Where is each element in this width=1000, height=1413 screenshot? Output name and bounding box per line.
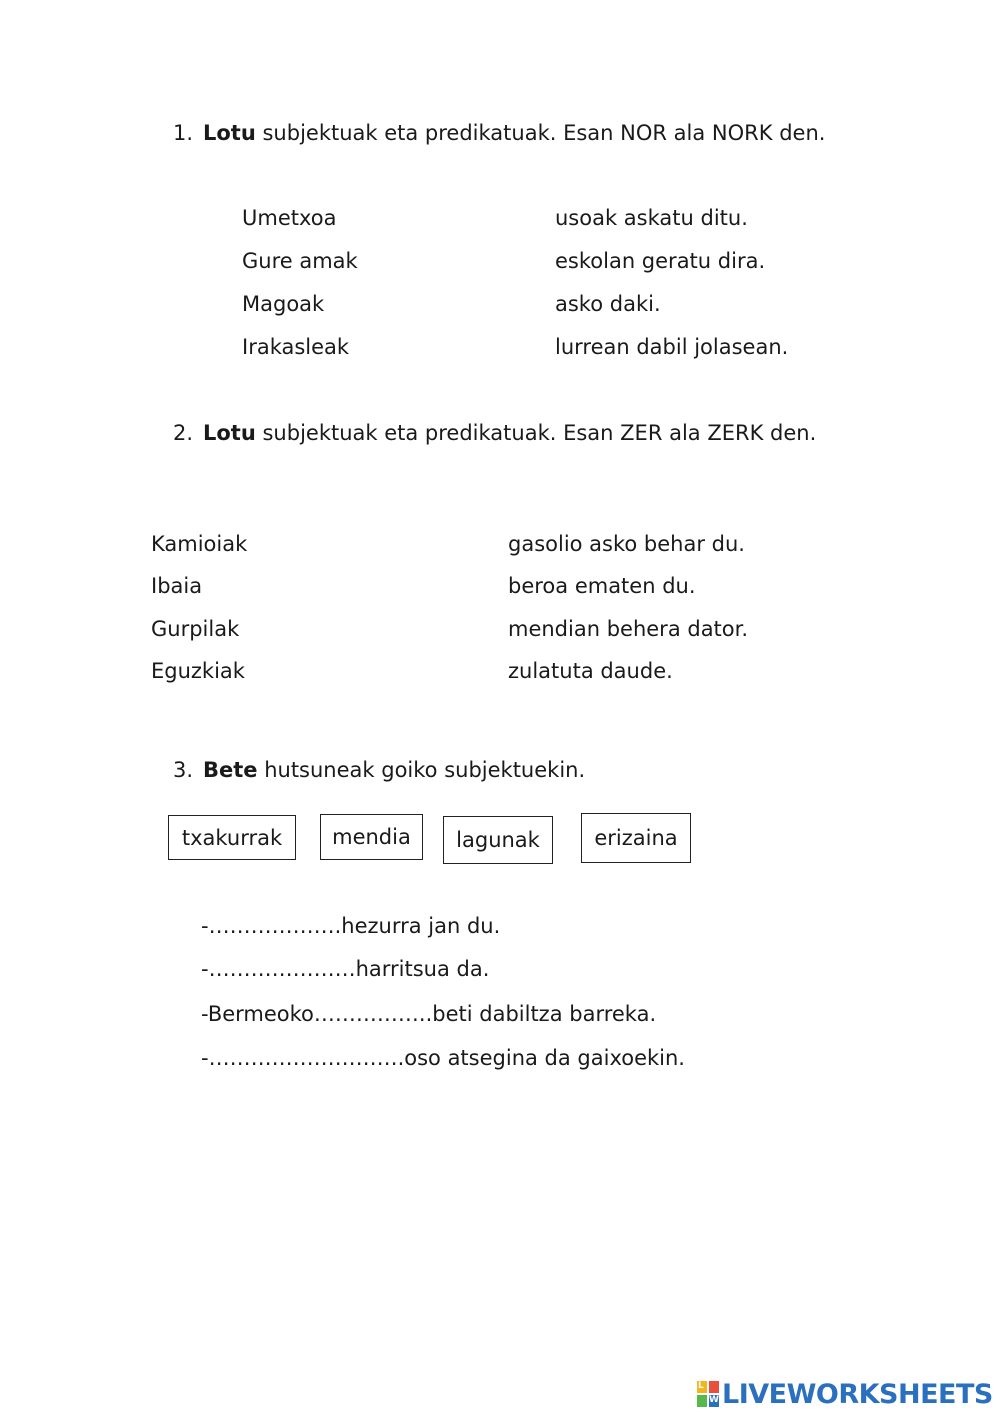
exercise-2-verb: Lotu — [203, 421, 256, 445]
ex3-sentence-4[interactable]: -……………………….oso atsegina da gaixoekin. — [201, 1046, 685, 1070]
ex1-predicate-4[interactable]: lurrean dabil jolasean. — [555, 335, 789, 359]
exercise-1-text: subjektuak eta predikatuak. Esan NOR ala NORK den. — [255, 121, 826, 145]
exercise-3-instruction — [173, 760, 585, 781]
ex1-subject-1[interactable]: Umetxoa — [242, 206, 337, 230]
ex2-predicate-4[interactable]: zulatuta daude. — [508, 659, 673, 683]
exercise-2-text: subjektuak eta predikatuak. Esan ZER ala ZERK den. — [255, 421, 817, 445]
liveworksheets-logo[interactable] — [697, 1378, 993, 1410]
ex1-subject-4[interactable]: Irakasleak — [242, 335, 350, 359]
liveworksheets-logo-text: LIVEWORKSHEETS — [722, 1378, 993, 1410]
ex3-sentence-3[interactable]: -Bermeoko……………..beti dabiltza barreka. — [201, 1002, 657, 1026]
exercise-3-text: hutsuneak goiko subjektuekin. — [257, 758, 586, 782]
ex1-subject-3[interactable]: Magoak — [242, 292, 325, 316]
word-bank-mendia[interactable]: mendia — [320, 814, 423, 860]
exercise-2-instruction — [173, 423, 816, 444]
ex2-predicate-3[interactable]: mendian behera dator. — [508, 617, 749, 641]
ex1-predicate-2[interactable]: eskolan geratu dira. — [555, 249, 766, 273]
exercise-1-instruction — [173, 123, 825, 144]
ex1-predicate-3[interactable]: asko daki. — [555, 292, 661, 316]
exercise-1-verb: Lotu — [203, 121, 256, 145]
liveworksheets-logo-icon — [697, 1381, 719, 1407]
logo-mark-letter-w: W — [709, 1395, 719, 1405]
exercise-3-verb: Bete — [203, 758, 258, 782]
word-bank-erizaina[interactable]: erizaina — [581, 813, 691, 863]
ex1-predicate-1[interactable]: usoak askatu ditu. — [555, 206, 748, 230]
ex1-subject-2[interactable]: Gure amak — [242, 249, 358, 273]
ex3-sentence-2[interactable]: -…………………harritsua da. — [201, 957, 490, 981]
exercise-3-number: 3. — [173, 758, 194, 782]
ex3-sentence-1[interactable]: -……………….hezurra jan du. — [201, 914, 501, 938]
exercise-2-number: 2. — [173, 421, 194, 445]
exercise-1-number: 1. — [173, 121, 194, 145]
ex2-predicate-2[interactable]: beroa ematen du. — [508, 574, 696, 598]
word-bank-lagunak[interactable]: lagunak — [443, 816, 553, 864]
ex2-subject-1[interactable]: Kamioiak — [151, 532, 248, 556]
ex2-subject-3[interactable]: Gurpilak — [151, 617, 240, 641]
logo-mark-letter-l: L — [698, 1381, 704, 1391]
ex2-predicate-1[interactable]: gasolio asko behar du. — [508, 532, 745, 556]
ex2-subject-2[interactable]: Ibaia — [151, 574, 203, 598]
word-bank-txakurrak[interactable]: txakurrak — [168, 815, 296, 860]
ex2-subject-4[interactable]: Eguzkiak — [151, 659, 245, 683]
